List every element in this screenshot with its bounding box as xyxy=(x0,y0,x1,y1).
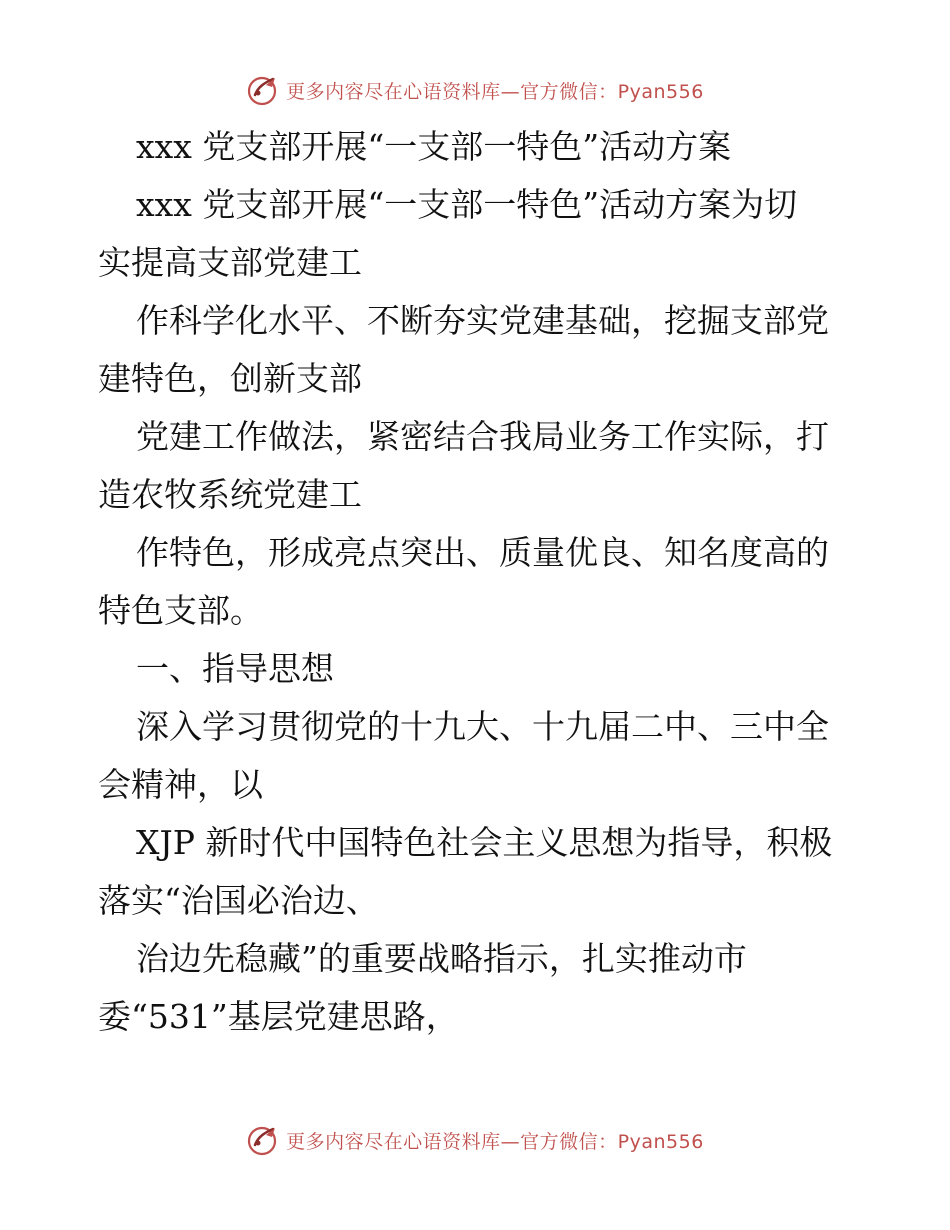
footer-banner-text: 更多内容尽在心语资料库—官方微信：Pyan556 xyxy=(286,1130,704,1153)
paragraph-line: 委“531”基层党建思路， xyxy=(98,997,459,1036)
paragraph-line: 深入学习贯彻党的十九大、十九届二中、三中全 xyxy=(136,707,829,746)
document-body xyxy=(98,118,853,1046)
doc-title: xxx 党支部开展“一支部一特色”活动方案 xyxy=(136,127,732,166)
paragraph-line: xxx 党支部开展“一支部一特色”活动方案为切 xyxy=(136,185,798,224)
section-heading: 一、指导思想 xyxy=(136,649,334,688)
paragraph-line: 实提高支部党建工 xyxy=(98,243,362,282)
paragraph-line: 建特色，创新支部 xyxy=(98,359,362,398)
paragraph-line: 造农牧系统党建工 xyxy=(98,475,362,514)
pen-logo-icon xyxy=(246,73,280,107)
paragraph-line: 党建工作做法，紧密结合我局业务工作实际，打 xyxy=(136,417,829,456)
header-banner-text: 更多内容尽在心语资料库—官方微信：Pyan556 xyxy=(286,80,704,103)
header-banner xyxy=(0,70,950,110)
paragraph-line: 治边先稳藏”的重要战略指示，扎实推动市 xyxy=(136,939,747,978)
header-banner-inner xyxy=(246,73,704,107)
paragraph-line: 特色支部。 xyxy=(98,591,263,630)
paragraph-line: 落实“治国必治边、 xyxy=(98,881,379,920)
paragraph-line: 作科学化水平、不断夯实党建基础，挖掘支部党 xyxy=(136,301,829,340)
footer-banner-inner xyxy=(246,1123,704,1157)
pen-logo-icon xyxy=(246,1123,280,1157)
paragraph-line: 会精神，以 xyxy=(98,765,263,804)
paragraph-line: 作特色，形成亮点突出、质量优良、知名度高的 xyxy=(136,533,829,572)
paragraph-line: XJP 新时代中国特色社会主义思想为指导，积极 xyxy=(136,823,833,862)
footer-banner xyxy=(0,1120,950,1160)
